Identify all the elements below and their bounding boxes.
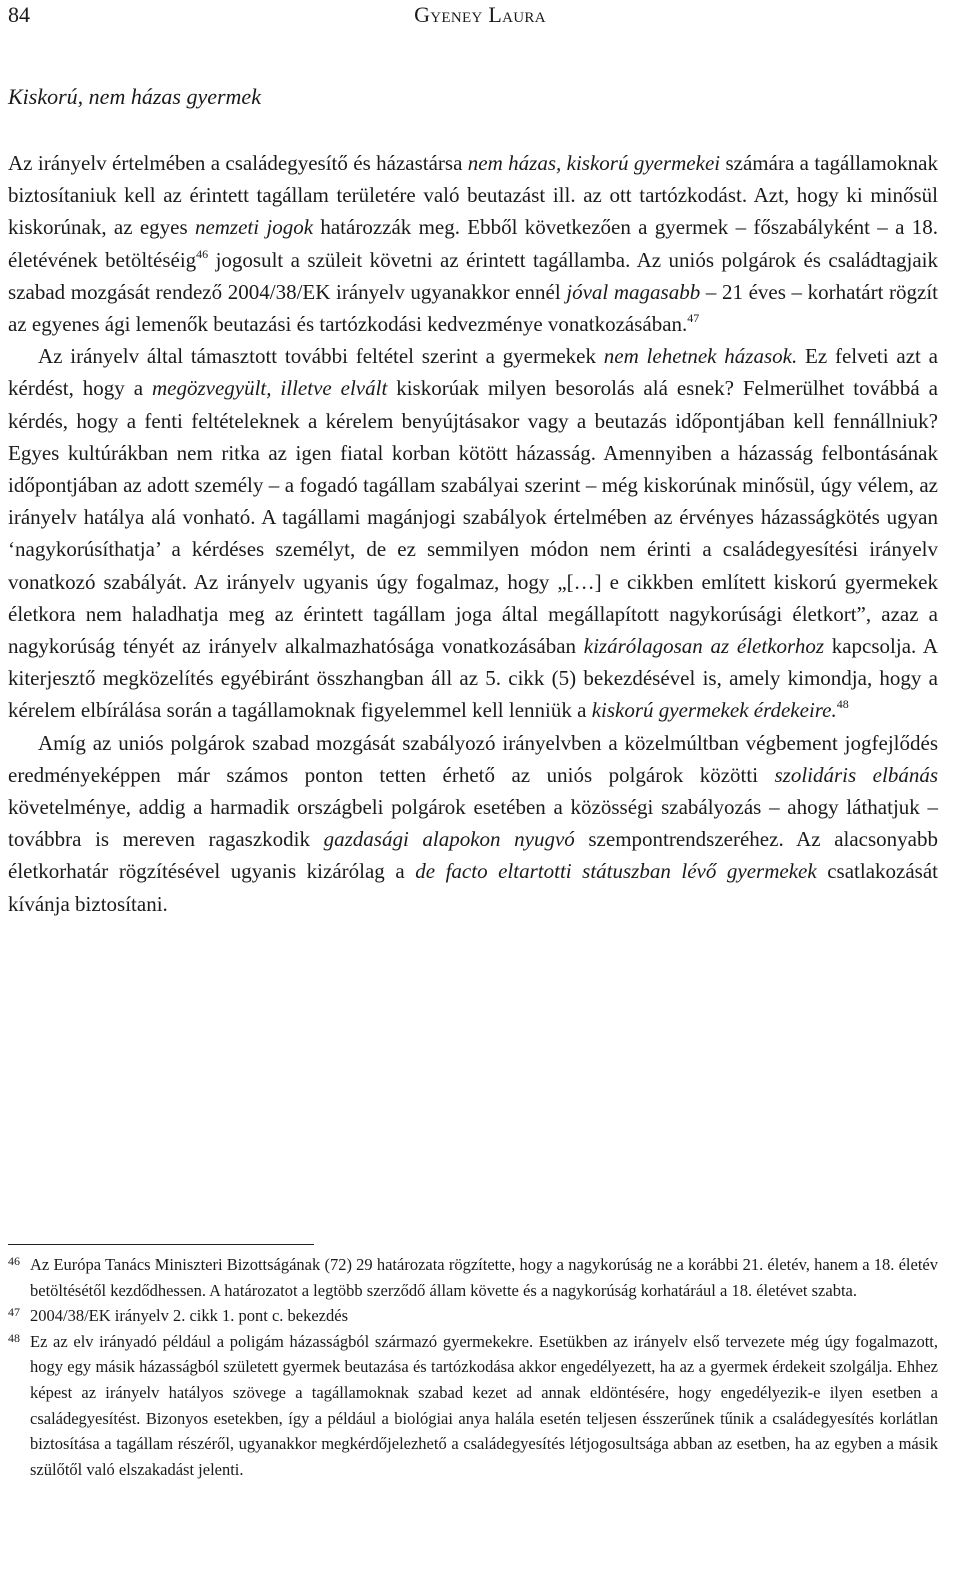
italic-text: megözvegyült, illetve elvált: [151, 376, 388, 401]
italic-text: gazdasági alapokon nyugvó: [323, 827, 575, 852]
main-text: [8, 147, 938, 920]
italic-text: nem házas, kiskorú gyermekei: [467, 151, 721, 175]
footnote-text: Ez az elv irányadó például a poligám házasságból származó gyermekekre. Esetükben az irányelv első tervezete még úgy fogalmazott, hogy egy másik házasságból született gyermek beutazása és tartózkodása akkor engedélyezett, ha az a gyermek érdekeit szolgálja. Ehhez képest az irányelv hatályos szövege a tagállamoknak szabad kezet ad annak eldöntésére, hogy engedélyezik-e ilyen esetben a családegyesítést. Bizonyos esetekben, így a például a biológiai anya halála esetén teljesen ésszerűnek tűnik a családegyesítés korlátlan biztosítása a tagállam részéről, ugyanakkor megkérdőjelezhető a családegyesítés létjogosultsága abban az esetben, ha az egyben a másik szülőtől való elszakadást jelenti.: [30, 1331, 938, 1479]
paragraph-text: Az irányelv értelmében a családegyesítő és házastársa: [8, 151, 468, 175]
italic-text: szolidáris elbánás: [774, 762, 938, 787]
footnotes: [8, 1252, 938, 1482]
paragraph-text: Ez felveti azt a kérdést, hogy a: [8, 344, 938, 401]
paragraph-text: határozzák meg. Ebből következően a gyermek – főszabályként – a 18. életévének betöltéséig: [8, 215, 938, 272]
paragraph-text: Az irányelv által támasztott további feltétel szerint a gyermekek: [38, 344, 604, 369]
paragraph-text: csatlakozását kívánja biztosítani.: [8, 859, 938, 916]
footnote-separator: [8, 1244, 314, 1245]
italic-text: de facto eltartotti státuszban lévő gyermekek: [415, 859, 817, 884]
footnote: [8, 1252, 938, 1303]
running-head: Gyeney Laura: [414, 2, 546, 27]
section-title: Kiskorú, nem házas gyermek: [8, 84, 261, 109]
paragraph-text: kiskorúak milyen besorolás alá esnek? Felmerülhet továbbá a kérdés, hogy a fenti feltételeknek a kérelem benyújtásakor vagy a beutazás időpontjában kell fennállniuk? Egyes kultúrákban nem ritka az igen fiatal korban kötött házasság. Amennyiben a házasság felbontásának időpontjában az adott személy – a fogadó tagállam szabályai szerint – még kiskorúnak minősül, úgy vélem, az irányelv hatálya alá vonható. A tagállami magánjogi szabályok értelmében az érvényes házasságkötés ugyan ‘nagykorúsíthatja’ a kérdéses személyt, de ez semmilyen módon nem érinti a családegyesítési irányelv vonatkozó szabályát. Az irányelv ugyanis úgy fogalmaz, hogy „[…] e cikkben említett kiskorú gyermekek életkora nem haladhatja meg az érintett tagállam joga által megállapított nagykorúsági életkort”, azaz a nagykorúság tényét az irányelv alkalmazhatósága vonatkozásában: [8, 376, 938, 659]
body-paragraph: [8, 147, 938, 340]
footnote-reference: 48: [836, 697, 849, 712]
footnote: [8, 1329, 938, 1483]
footnote-number: 46: [8, 1254, 20, 1268]
footnote: [8, 1303, 938, 1329]
footnote-reference: 47: [687, 311, 700, 326]
italic-text: kiskorú gyermekek érdekeire.: [591, 698, 837, 723]
paragraph-text: Amíg az uniós polgárok szabad mozgását szabályozó irányelvben a közelmúltban végbement jogfejlődés eredményeképpen már számos ponton tetten érhető az uniós polgárok közötti: [8, 730, 938, 787]
footnote-text: 2004/38/EK irányelv 2. cikk 1. pont c. bekezdés: [30, 1306, 349, 1326]
paragraph-text: jogosult a szüleit követni az érintett tagállamba. Az uniós polgárok és családtagjaik szabad mozgását rendező 2004/38/EK irányelv ugyanakkor ennél: [8, 247, 938, 304]
paragraph-text: – 21 éves – korhatárt rögzít az egyenes ági lemenők beutazási és tartózkodási kedvezménye vonatkozásában.: [8, 279, 939, 337]
italic-text: nemzeti jogok: [194, 215, 314, 240]
italic-text: kizárólagosan az életkorhoz: [583, 634, 824, 659]
paragraph-text: követelménye, addig a harmadik országbeli polgárok esetében a közösségi szabályozás – ahogy láthatjuk – továbbra is mereven ragaszkodik: [8, 795, 938, 852]
page-number: 84: [8, 2, 30, 27]
footnote-number: 47: [8, 1305, 20, 1320]
page-header: [8, 2, 952, 32]
body-paragraph: [8, 727, 938, 920]
footnote-text: Az Európa Tanács Miniszteri Bizottságának (72) 29 határozata rögzítette, hogy a nagykorúság ne a korábbi 21. életév, hanem a 18. életév betöltésétől kezdődhessen. A határozatot a legtöbb szerződő állam követte és a nagykorúság korhatárául a 18. életévet szabta.: [30, 1255, 938, 1300]
paragraph-text: szempontrendszeréhez. Az alacsonyabb életkorhatár rögzítésével ugyanis kizárólag a: [8, 827, 938, 884]
footnote-number: 48: [8, 1330, 20, 1345]
italic-text: nem lehetnek házasok.: [603, 344, 798, 369]
body-paragraph: [8, 340, 938, 726]
paragraph-text: kapcsolja. A kiterjesztő megközelítés egyébiránt összhangban áll az 5. cikk (5) bekezdésével is, amely kimondja, hogy a kérelem elbírálása során a tagállamoknak figyelemmel kell lenniük a: [8, 634, 939, 723]
footnote-reference: 46: [196, 246, 209, 261]
italic-text: jóval magasabb: [566, 279, 701, 304]
paragraph-text: számára a tagállamoknak biztosítaniuk kell az érintett tagállam területére való beutazást ill. az ott tartózkodást. Azt, hogy ki minősül kiskorúnak, az egyes: [8, 151, 938, 240]
